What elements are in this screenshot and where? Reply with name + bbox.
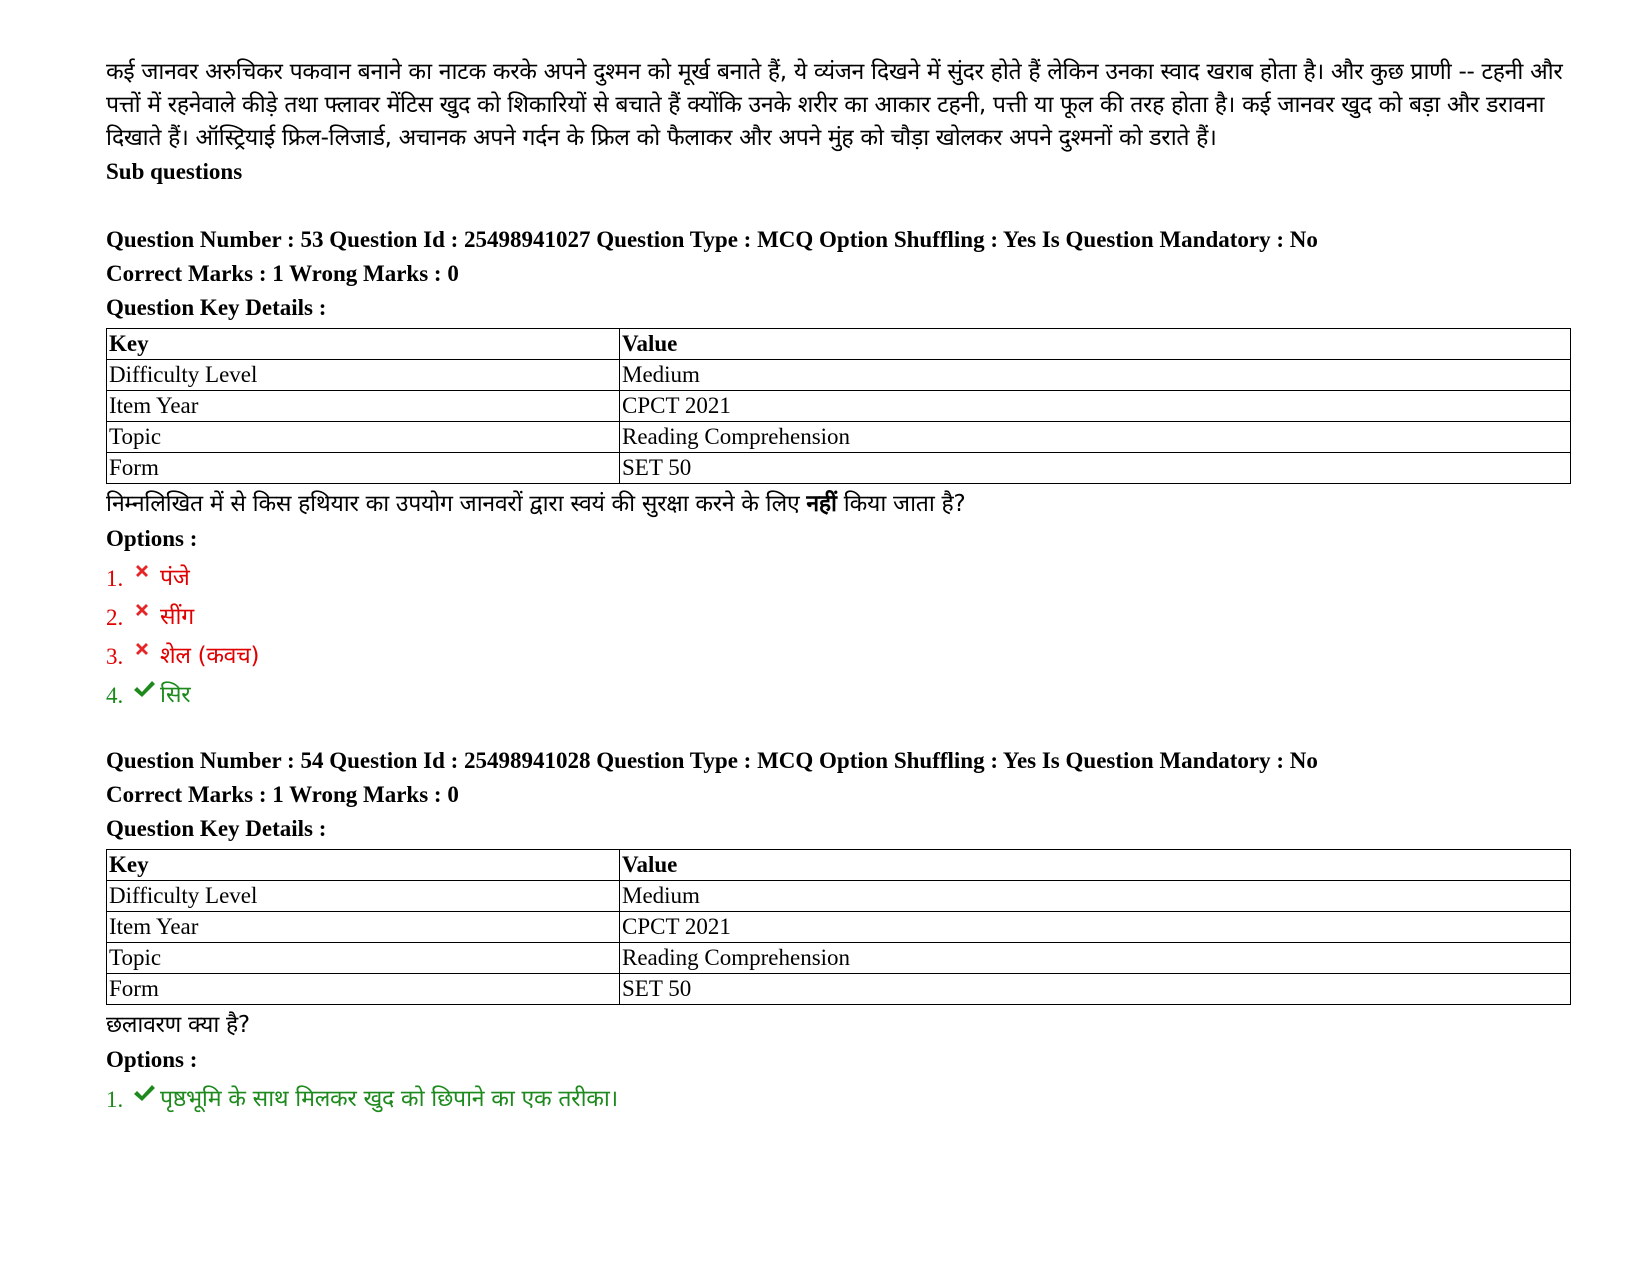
options-list — [106, 1077, 1571, 1116]
option-text: शेल (कवच) — [160, 642, 260, 669]
question-marks: Correct Marks : 1 Wrong Marks : 0 — [106, 261, 459, 286]
table-header-key: Key — [107, 329, 620, 360]
question-text-before: छलावरण क्या है? — [106, 1012, 250, 1038]
table-row — [107, 391, 1571, 422]
cross-icon — [132, 561, 158, 585]
options-label: Options : — [106, 1047, 198, 1072]
table-cell-key: Topic — [107, 943, 620, 974]
table-cell-key: Form — [107, 974, 620, 1005]
option-item — [106, 673, 1571, 712]
option-number: 1. — [106, 565, 124, 591]
table-cell-key: Item Year — [107, 391, 620, 422]
options-list — [106, 556, 1571, 712]
table-header-row — [107, 329, 1571, 360]
question-key-table — [106, 328, 1571, 484]
table-header-row — [107, 850, 1571, 881]
table-row — [107, 360, 1571, 391]
table-cell-key: Item Year — [107, 912, 620, 943]
question-marks: Correct Marks : 1 Wrong Marks : 0 — [106, 782, 459, 807]
option-item — [106, 556, 1571, 595]
table-cell-value: SET 50 — [620, 974, 1571, 1005]
option-number: 2. — [106, 604, 124, 630]
table-row — [107, 912, 1571, 943]
option-text: सींग — [160, 603, 194, 630]
cross-icon — [132, 639, 158, 663]
question-text — [106, 486, 1571, 522]
table-cell-value: Reading Comprehension — [620, 422, 1571, 453]
option-item — [106, 634, 1571, 673]
table-cell-value: CPCT 2021 — [620, 912, 1571, 943]
table-cell-value: Medium — [620, 360, 1571, 391]
question-header: Question Number : 53 Question Id : 25498941027 Question Type : MCQ Option Shuffling : Yes Is Question Mandatory : No — [106, 227, 1318, 252]
document-page — [106, 56, 1571, 1116]
question-block-1 — [106, 223, 1571, 712]
question-key-details-label: Question Key Details : — [106, 816, 327, 841]
table-cell-value: Reading Comprehension — [620, 943, 1571, 974]
table-row — [107, 453, 1571, 484]
checkmark-icon — [132, 678, 158, 702]
sub-questions-label: Sub questions — [106, 159, 243, 184]
option-text: पृष्ठभूमि के साथ मिलकर खुद को छिपाने का एक तरीका। — [160, 1085, 618, 1112]
cross-icon — [132, 600, 158, 624]
checkmark-icon — [132, 1082, 158, 1106]
question-text-bold: नहीं — [806, 491, 837, 517]
options-label: Options : — [106, 526, 198, 551]
option-text: सिर — [160, 681, 191, 708]
table-cell-key: Difficulty Level — [107, 881, 620, 912]
question-block-2 — [106, 744, 1571, 1116]
option-item — [106, 1077, 1571, 1116]
table-row — [107, 881, 1571, 912]
table-header-value: Value — [620, 850, 1571, 881]
table-row — [107, 943, 1571, 974]
question-key-details-label: Question Key Details : — [106, 295, 327, 320]
option-number: 3. — [106, 643, 124, 669]
table-row — [107, 974, 1571, 1005]
table-cell-key: Difficulty Level — [107, 360, 620, 391]
option-number: 4. — [106, 682, 124, 708]
passage-text: कई जानवर अरुचिकर पकवान बनाने का नाटक करके अपने दुश्मन को मूर्ख बनाते हैं, ये व्यंजन दिखने में सुंदर होते हैं लेकिन उनका स्वाद खराब होता है। और कुछ प्राणी -- टहनी और पत्तों में रहनेवाले कीड़े तथा फ्लावर मेंटिस खुद को शिकारियों से बचाते हैं क्योंकि उनके शरीर का आकार टहनी, पत्ती या फूल की तरह होता है। कई जानवर खुद को बड़ा और डरावना दिखाते हैं। ऑस्ट्रियाई फ्रिल-लिजार्ड, अचानक अपने गर्दन के फ्रिल को फैलाकर और अपने मुंह को चौड़ा खोलकर अपने दुश्मनों को डराते हैं। — [106, 59, 1563, 151]
question-key-table — [106, 849, 1571, 1005]
table-cell-value: CPCT 2021 — [620, 391, 1571, 422]
question-text — [106, 1007, 1571, 1043]
option-item — [106, 595, 1571, 634]
questions-container — [106, 223, 1571, 1116]
option-text: पंजे — [160, 564, 190, 591]
table-header-value: Value — [620, 329, 1571, 360]
table-cell-value: SET 50 — [620, 453, 1571, 484]
question-text-after: किया जाता है? — [836, 491, 966, 517]
table-header-key: Key — [107, 850, 620, 881]
question-text-before: निम्नलिखित में से किस हथियार का उपयोग जानवरों द्वारा स्वयं की सुरक्षा करने के लिए — [106, 491, 807, 517]
question-header: Question Number : 54 Question Id : 25498941028 Question Type : MCQ Option Shuffling : Yes Is Question Mandatory : No — [106, 748, 1318, 773]
option-number: 1. — [106, 1086, 124, 1112]
table-cell-value: Medium — [620, 881, 1571, 912]
table-cell-key: Topic — [107, 422, 620, 453]
table-cell-key: Form — [107, 453, 620, 484]
table-row — [107, 422, 1571, 453]
